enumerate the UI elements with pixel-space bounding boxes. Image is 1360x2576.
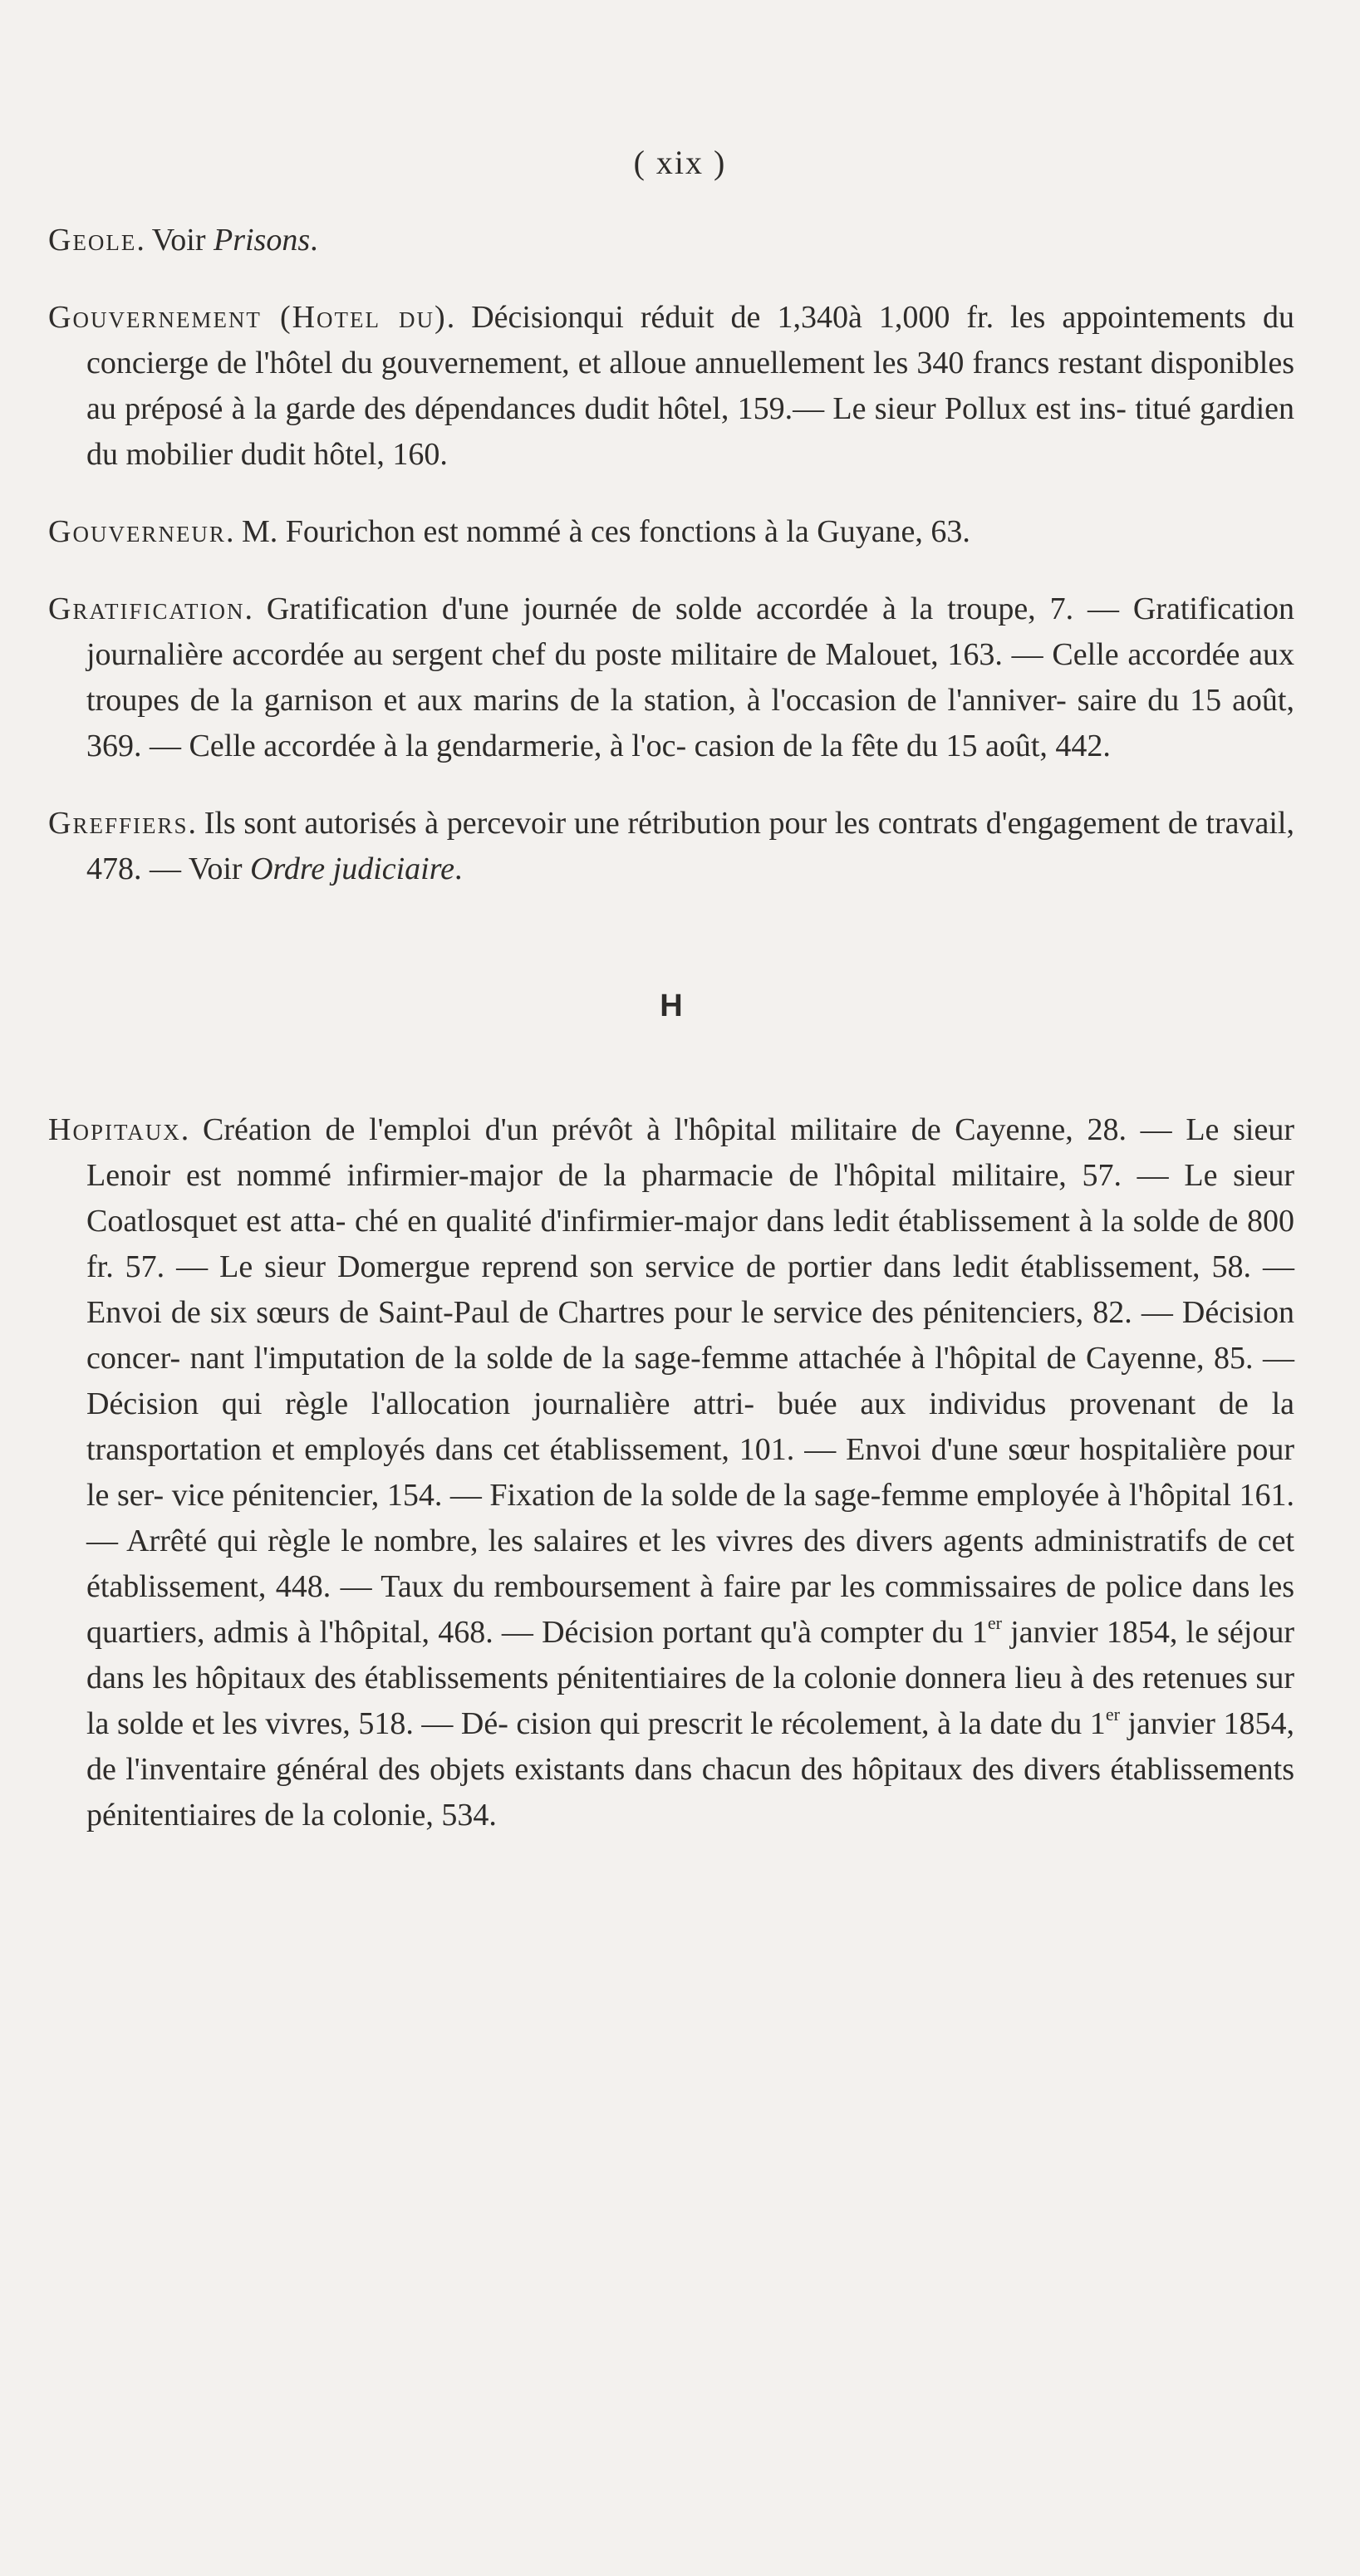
- entry-headword: Greffiers: [48, 806, 189, 841]
- entry-text-part: janvier 1854, de l'inventaire général des objets existants dans chacun des hôpitaux des divers établissements pénitentiaires de la colonie, 534.: [86, 1706, 1294, 1833]
- entry-headword: Gouvernement (Hotel du): [48, 300, 447, 335]
- superscript-ordinal: er: [987, 1612, 1002, 1633]
- index-entry-geole: [48, 218, 1294, 263]
- entry-text: . Décisionqui réduit de 1,340à 1,000 fr. les appointements du concierge de l'hôtel du gouvernement, et alloue annuellement les 340 francs restant disponibles au préposé à la garde des dépendances dudit hôtel, 159.— Le sieur Pollux est ins- titué gardien du mobilier dudit hôtel, 160.: [86, 300, 1294, 472]
- index-entry-greffiers: [48, 801, 1294, 892]
- index-entry-gouvernement: [48, 295, 1294, 478]
- entry-headword: Gratification: [48, 591, 245, 626]
- section-letter-heading: H: [660, 989, 683, 1023]
- page-number: ( xix ): [633, 144, 727, 181]
- index-content: [48, 218, 1294, 1870]
- entry-separator: . Voir: [136, 223, 214, 258]
- entry-text: . M. Fourichon est nommé à ces fonctions à la Guyane, 63.: [225, 514, 970, 549]
- superscript-ordinal: er: [1105, 1704, 1120, 1725]
- entry-text-part: . Création de l'emploi d'un prévôt à l'hôpital militaire de Cayenne, 28. — Le sieur Lenoir est nommé infirmier-major de la pharmacie de l'hôpital militaire, 57. — Le sieur Coatlosquet est atta- ché en qualité d'infirmier-major dans ledit établissement à la solde de 800 fr. 57. — Le sieur Domergue reprend son service de portier dans ledit établissement, 58. — Envoi de six sœurs de Saint-Paul de Chartres pour le service des pénitenciers, 82. — Décision concer- nant l'imputation de la solde de la sage-femme attachée à l'hôpital de Cayenne, 85. — Décision qui règle l'allocation journalière attri- buée aux individus provenant de la transportation et employés dans cet établissement, 101. — Envoi d'une sœur hospitalière pour le ser- vice pénitencier, 154. — Fixation de la solde de la sage-femme employée à l'hôpital 161. — Arrêté qui règle le nombre, les salaires et les vivres des divers agents administratifs de cet établissement, 448. — Taux du remboursement à faire par les commissaires de police dans les quartiers, admis à l'hôpital, 468. — Décision portant qu'à compter du 1: [86, 1112, 1294, 1650]
- index-entry-gratification: [48, 586, 1294, 769]
- cross-reference: Prisons: [214, 223, 311, 258]
- index-entry-hopitaux: [48, 1107, 1294, 1838]
- entry-headword: Geole: [48, 223, 137, 258]
- entry-text: . Gratification d'une journée de solde accordée à la troupe, 7. — Gratification journalière accordée au sergent chef du poste militaire de Malouet, 163. — Celle accordée aux troupes de la garnison et aux marins de la station, à l'occasion de l'anniver- saire du 15 août, 369. — Celle accordée à la gendarmerie, à l'oc- casion de la fête du 15 août, 442.: [86, 591, 1294, 763]
- cross-reference: Ordre judiciaire: [250, 851, 454, 886]
- index-entry-gouverneur: [48, 509, 1294, 555]
- entry-headword: Hopitaux: [48, 1112, 181, 1147]
- entry-text-part: janvier 1854, le séjour dans les hôpitaux des établissements pénitentiaires de la colonie donnera lieu à des retenues sur la solde et les vivres, 518. — Dé- cision qui prescrit le récolement, à la date du 1: [86, 1615, 1295, 1741]
- entry-headword: Gouverneur: [48, 514, 226, 549]
- entry-end: .: [454, 851, 463, 886]
- entry-text: . Ils sont autorisés à percevoir une rétribution pour les contrats d'engagement de travail, 478. — Voir: [86, 806, 1294, 886]
- entry-end: .: [310, 223, 318, 258]
